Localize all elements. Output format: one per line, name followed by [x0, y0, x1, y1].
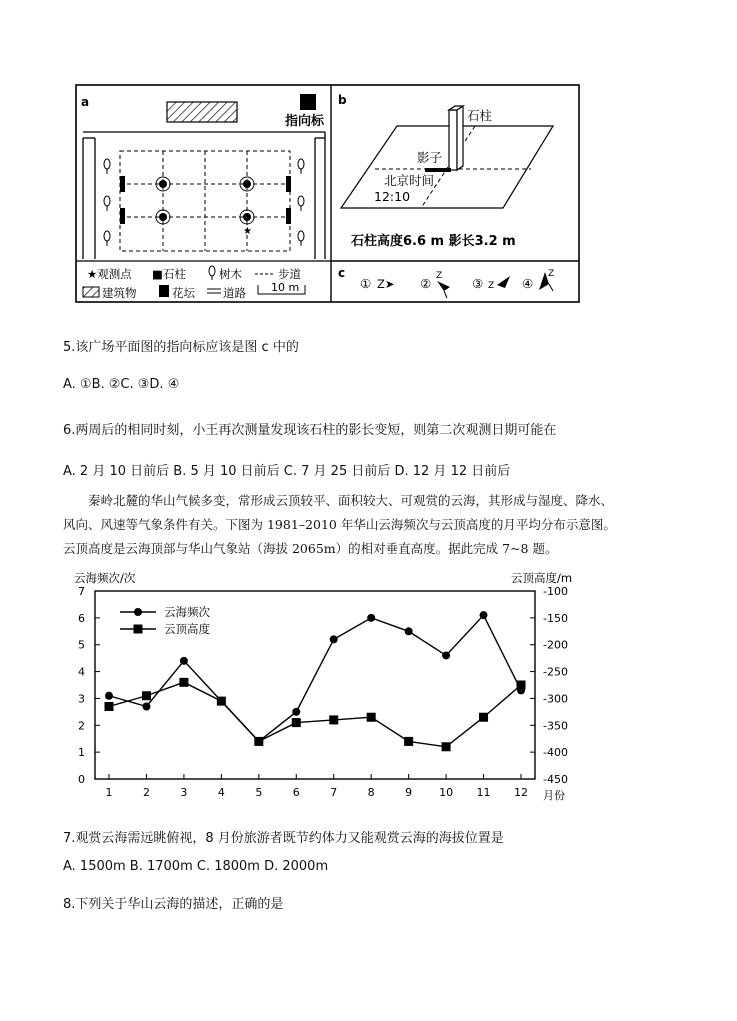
- point-cloud-top: [517, 681, 526, 690]
- chart-legend: [120, 605, 210, 636]
- plot-frame: [95, 591, 535, 779]
- left-tick-label: 0: [78, 773, 85, 786]
- panel-b-caption: 石柱高度6.6 m 影长3.2 m: [351, 234, 516, 249]
- left-tick-label: 5: [78, 638, 85, 652]
- point-frequency: [292, 708, 300, 716]
- option-2-num: ②: [420, 276, 432, 291]
- left-tick-label: 6: [78, 611, 85, 625]
- x-tick-label: 12: [514, 786, 528, 799]
- question-6: 6.两周后的相同时刻，小王再次测量发现该石柱的影长变短，则第二次观测日期可能在: [63, 423, 557, 438]
- legend-path: 步道: [278, 267, 301, 281]
- passage: [63, 489, 683, 561]
- time-label: 北京时间: [384, 173, 435, 188]
- point-cloud-top: [105, 702, 114, 711]
- point-frequency: [405, 627, 413, 635]
- right-tick-label: -150: [543, 611, 568, 625]
- x-tick-label: 11: [476, 786, 491, 799]
- observation-star: ★: [243, 226, 252, 237]
- cloud-sea-chart: [60, 566, 580, 811]
- point-frequency: [180, 657, 188, 665]
- legend-tree: 树木: [219, 267, 242, 281]
- point-frequency: [480, 611, 488, 619]
- x-tick-label: 2: [142, 786, 150, 799]
- legend-road: 道路: [223, 286, 246, 300]
- shadow-label: 影子: [417, 150, 443, 165]
- legend-marker-circle: [134, 608, 142, 616]
- building-hatched: [167, 102, 237, 122]
- x-tick-label: 1: [105, 786, 113, 799]
- left-tick-label: 2: [78, 719, 85, 733]
- point-cloud-top: [142, 691, 151, 700]
- legend-marker-square: [134, 625, 143, 634]
- right-tick-label: -450: [543, 773, 568, 786]
- x-tick-label: 7: [330, 786, 338, 799]
- stone-pillar: [449, 106, 463, 170]
- right-tick-label: -350: [543, 719, 568, 733]
- point-frequency: [367, 614, 375, 622]
- point-frequency: [330, 635, 338, 643]
- option-3-num: ③: [472, 276, 484, 291]
- legend-scale: 10 m: [271, 281, 300, 294]
- legend-label: 云顶高度: [164, 622, 210, 636]
- x-tick-label: 6: [292, 786, 300, 799]
- x-tick-label: 5: [255, 786, 263, 799]
- point-cloud-top: [292, 718, 301, 727]
- right-tick-label: -300: [543, 692, 568, 706]
- right-tick-label: -200: [543, 638, 568, 652]
- right-tick-label: -250: [543, 665, 568, 679]
- right-tick-label: -100: [543, 585, 568, 598]
- point-cloud-top: [479, 713, 488, 722]
- question-7-options: A. 1500m B. 1700m C. 1800m D. 2000m: [63, 859, 329, 874]
- question-7: 7.观赏云海需远眺俯视，8 月份旅游者既节约体力又能观赏云海的海拔位置是: [63, 831, 504, 846]
- point-frequency: [105, 692, 113, 700]
- panel-b-label: b: [338, 93, 347, 107]
- left-tick-label: 3: [78, 692, 85, 706]
- direction-sign-marker: [300, 94, 316, 110]
- panel-c-label: c: [338, 266, 346, 280]
- point-cloud-top: [254, 737, 263, 746]
- passage-line-1: 秦岭北麓的华山气候多变，常形成云顶较平、面积较大、可观赏的云海，其形成与湿度、降水、: [88, 493, 614, 508]
- legend-pillar: ■石柱: [152, 267, 186, 281]
- legend-flowerbed: 花坛: [172, 286, 195, 300]
- question-5-options: A. ①B. ②C. ③D. ④: [63, 377, 180, 392]
- option-1-arrow: Z➤: [377, 277, 395, 291]
- left-tick-label: 7: [78, 585, 85, 598]
- question-5: 5.该广场平面图的指向标应该是图 c 中的: [63, 340, 299, 355]
- legend-observation: ★观测点: [87, 267, 132, 281]
- question-6-options: A. 2 月 10 日前后 B. 5 月 10 日前后 C. 7 月 25 日前后 D. 12 月 12 日前后: [63, 464, 511, 479]
- passage-line-3: 云顶高度是云海顶部与华山气象站（海拔 2065m）的相对垂直高度。据此完成 7~8 题。: [63, 541, 558, 556]
- point-cloud-top: [442, 742, 451, 751]
- time-value: 12:10: [374, 189, 411, 204]
- point-cloud-top: [329, 715, 338, 724]
- passage-line-2: 风向、风速等气象条件有关。下图为 1981–2010 年华山云海频次与云顶高度的月平均分布示意图。: [63, 517, 616, 532]
- left-tick-label: 1: [78, 746, 85, 760]
- x-tick-label: 3: [180, 786, 188, 799]
- series-line-云顶高度: [109, 682, 521, 746]
- chart-ylabel-right: 云顶高度/m: [511, 571, 573, 585]
- right-tick-label: -400: [543, 746, 568, 760]
- point-cloud-top: [404, 737, 413, 746]
- svg-text:Z: Z: [488, 281, 495, 291]
- chart-ylabel-left: 云海频次/次: [74, 571, 136, 585]
- x-tick-label: 10: [439, 786, 454, 799]
- figure-top: [75, 84, 580, 304]
- option-4-num: ④: [522, 276, 534, 291]
- point-frequency: [142, 702, 150, 710]
- x-tick-label: 8: [367, 786, 375, 799]
- point-cloud-top: [179, 678, 188, 687]
- legend-building: 建筑物: [102, 286, 137, 300]
- option-1-num: ①: [360, 276, 372, 291]
- direction-sign-label: 指向标: [285, 114, 325, 129]
- point-cloud-top: [217, 697, 226, 706]
- x-tick-label: 4: [217, 786, 225, 799]
- left-tick-label: 4: [78, 665, 85, 679]
- point-cloud-top: [367, 713, 376, 722]
- chart-xlabel: 月份: [543, 789, 565, 802]
- question-8: 8.下列关于华山云海的描述，正确的是: [63, 897, 284, 912]
- svg-text:Z: Z: [436, 271, 443, 281]
- x-tick-label: 9: [405, 786, 413, 799]
- pillar-label: 石柱: [467, 108, 493, 123]
- legend-label: 云海频次: [164, 605, 210, 619]
- point-frequency: [442, 651, 450, 659]
- svg-text:Z: Z: [548, 269, 555, 279]
- panel-a-label: a: [81, 95, 90, 109]
